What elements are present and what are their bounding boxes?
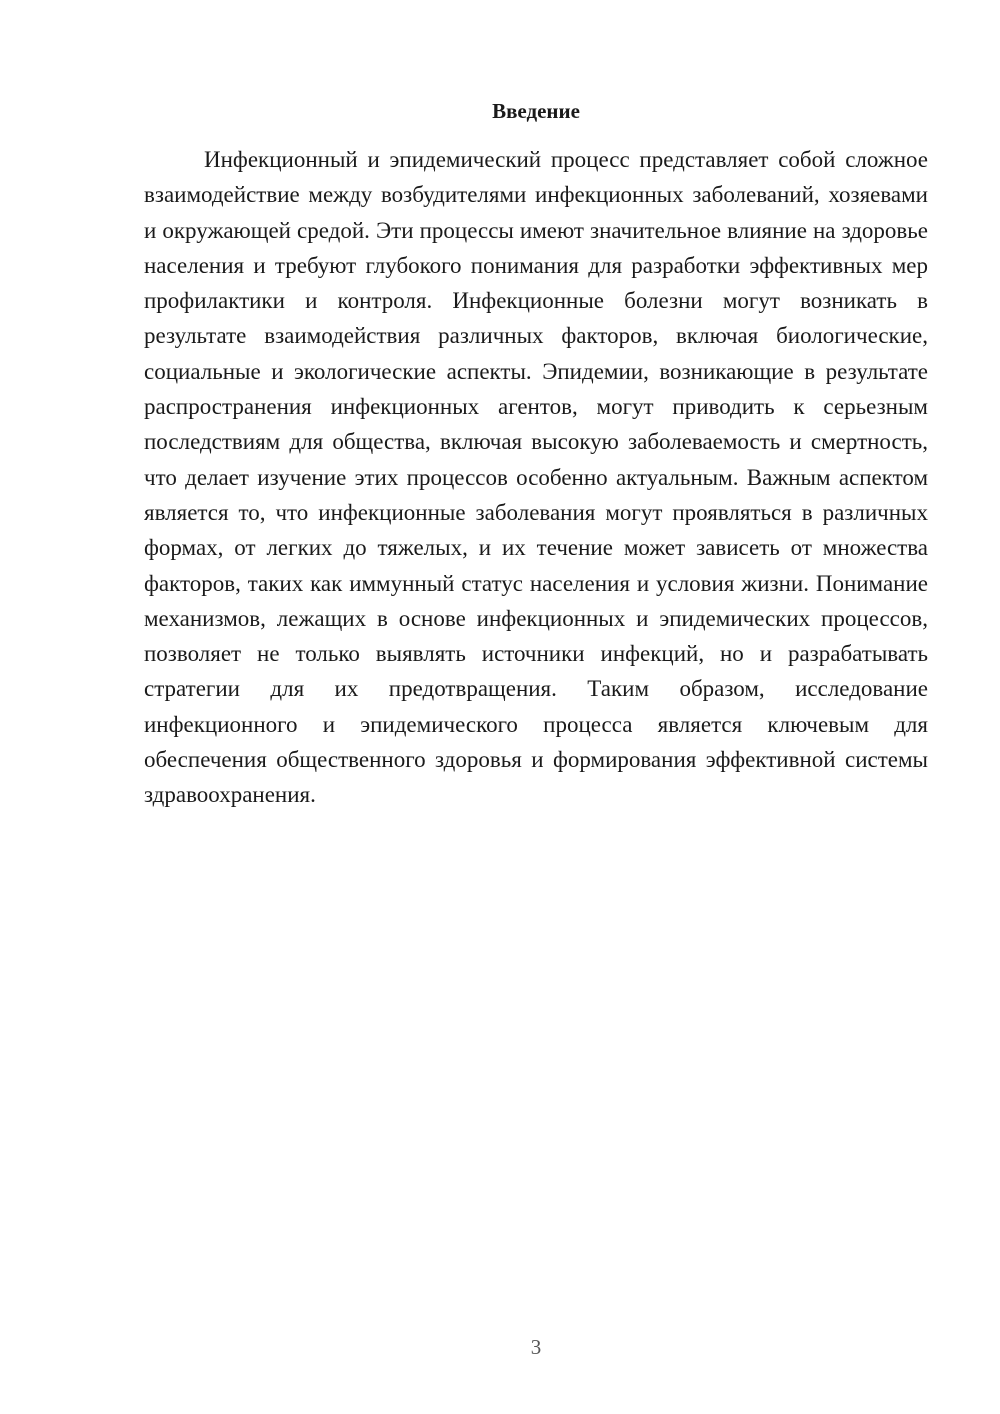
body-paragraph: Инфекционный и эпидемический процесс представляет собой сложное взаимодействие между возбудителями инфекционных заболеваний, хозяевами и окружающей средой. Эти процессы имеют значительное влияние на здоровье населения и требуют глубокого понимания для разработки эффективных мер профилактики и контроля. Инфекционные болезни могут возникать в результате взаимодействия различных факторов, включая биологические, социальные и экологические аспекты. Эпидемии, возникающие в результате распространения инфекционных агентов, могут приводить к серьезным последствиям для общества, включая высокую заболеваемость и смертность, что делает изучение этих процессов особенно актуальным. Важным аспектом является то, что инфекционные заболевания могут проявляться в различных формах, от легких до тяжелых, и их течение может зависеть от множества факторов, таких как иммунный статус населения и условия жизни. Понимание механизмов, лежащих в основе инфекционных и эпидемических процессов, позволяет не только выявлять источники инфекций, но и разрабатывать стратегии для их предотвращения. Таким образом, исследование инфекционного и эпидемического процесса является ключевым для обеспечения общественного здоровья и формирования эффективной системы здравоохранения. bbox=[144, 147, 928, 808]
page-number: 3 bbox=[530, 1335, 542, 1359]
section-heading: Введение bbox=[492, 99, 580, 123]
